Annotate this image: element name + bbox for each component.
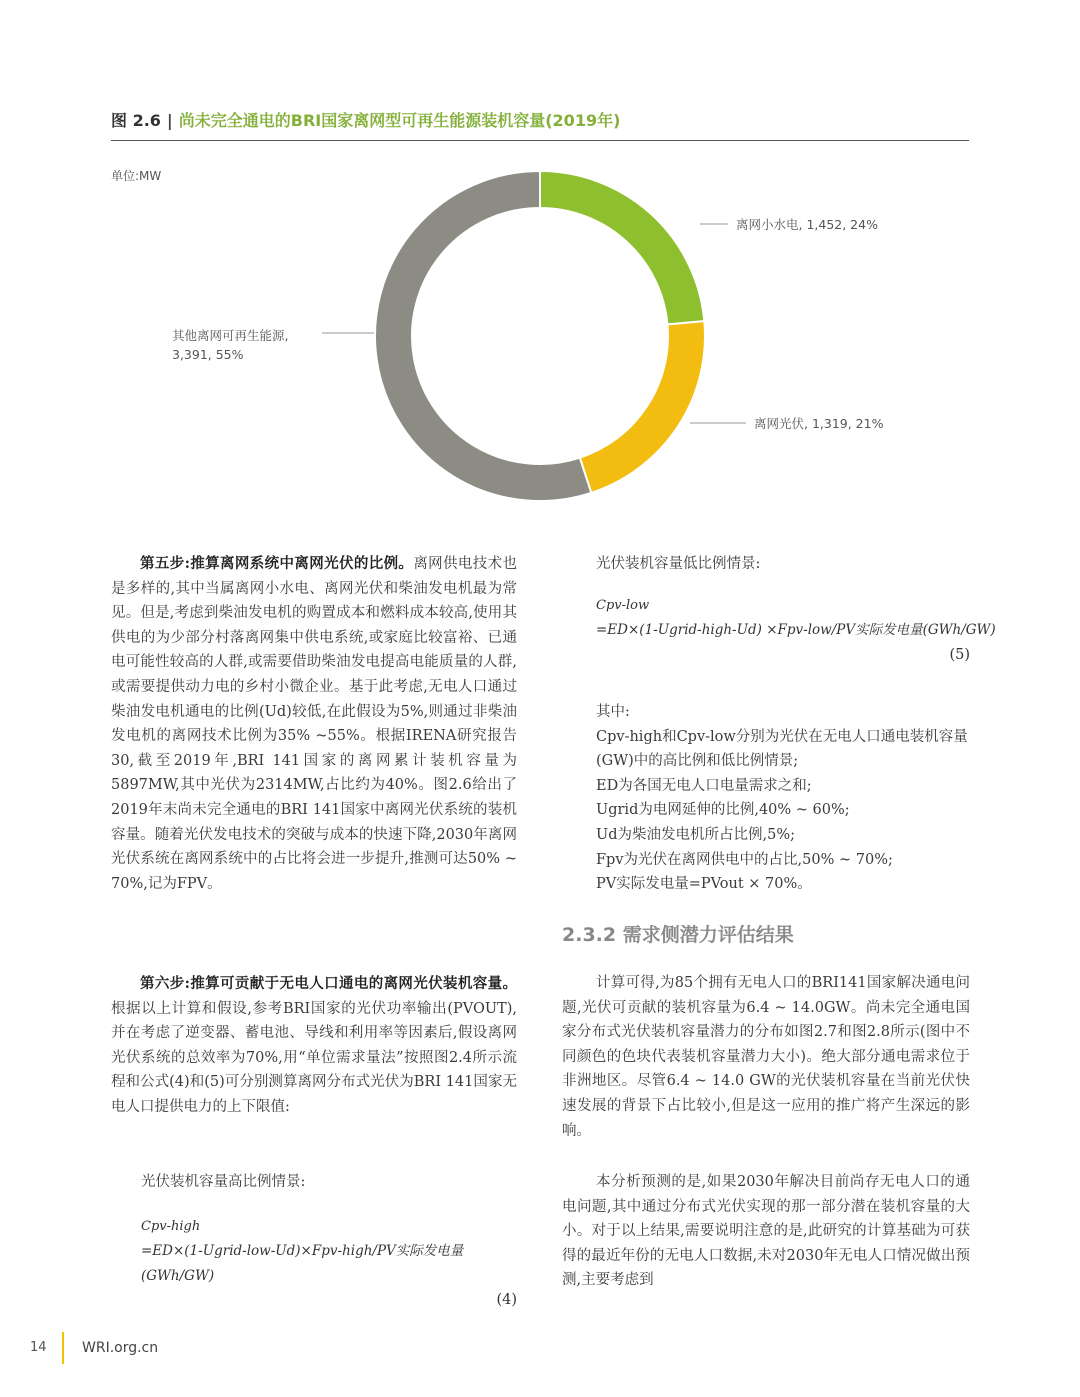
low-scenario-label: 光伏装机容量低比例情景: — [596, 556, 761, 572]
label-pv: 离网光伏, 1,319, 21% — [754, 416, 884, 431]
label-hydro: 离网小水电, 1,452, 24% — [736, 217, 878, 232]
def-fpv: Fpv为光伏在离网供电中的占比,50% ~ 70%; — [596, 851, 893, 868]
footer-divider — [62, 1332, 64, 1364]
step5-paragraph — [111, 552, 517, 896]
slice-other — [375, 171, 591, 501]
figure-title — [111, 108, 969, 131]
def-cpv: Cpv-high和Cpv-low分别为光伏在无电人口通电装机容量(GW)中的高比例和低比例情景; — [596, 728, 968, 770]
slice-hydro — [540, 171, 704, 324]
eq4-rhs: =ED×(1-Ugrid-low-Ud)×Fpv-high/PV实际发电量(GWh/GW) — [141, 1243, 464, 1284]
step5-heading: 第五步:推算离网系统中离网光伏的比例。 — [140, 555, 414, 572]
slice-pv — [580, 321, 705, 493]
low-scenario-block — [562, 552, 996, 667]
step5-body: 离网供电技术也是多样的,其中当属离网小水电、离网光伏和柴油发电机最为常见。但是,考虑到柴油发电机的购置成本和燃料成本较高,使用其供电的为少部分村落离网集中供电系统,或家庭比较富裕、已通电可能性较高的人群,或需要借助柴油发电提高电能质量的人群,或需要提供动力电的乡村小微企业。基于此考虑,无电人口通过柴油发电机通电的比例(Ud)较低,在此假设为5%,则通过非柴油发电机的离网技术比例为35% ~55%。根据IRENA研究报告30,截至2019年,BRI 141国家的离网累计装机容量为5897MW,其中光伏为2314MW,占比约为40%。图2.6给出了2019年末尚未完全通电的BRI 141国家中离网光伏系统的装机容量。随着光伏发电技术的突破与成本的快速下降,2030年离网光伏系统在离网系统中的占比将会进一步提升,推测可达50% ~ 70%,记为FPV。 — [111, 556, 518, 892]
def-ugrid: Ugrid为电网延伸的比例,40% ~ 60%; — [596, 802, 850, 819]
eq5-number: (5) — [949, 646, 970, 663]
results-paragraph-1 — [562, 971, 970, 1143]
figure-rule — [111, 140, 969, 141]
eq5-rhs: =ED×(1-Ugrid-high-Ud) ×Fpv-low/PV实际发电量(GWh/GW) — [596, 622, 996, 639]
def-pv-actual: PV实际发电量=PVout × 70%。 — [596, 876, 812, 893]
step6-body: 根据以上计算和假设,参考BRI国家的光伏功率输出(PVOUT),并在考虑了逆变器、蓄电池、导线和利用率等因素后,假设离网光伏系统的总效率为70%,用“单位需求量法”按照图2.4所示流程和公式(4)和(5)可分别测算离网分布式光伏为BRI 141国家无电人口提供电力的上下限值: — [111, 1000, 517, 1115]
results-text-2: 本分析预测的是,如果2030年解决目前尚存无电人口的通电问题,其中通过分布式光伏实现的那一部分潜在装机容量的大小。对于以上结果,需要说明注意的是,此研究的计算基础为可获得的最近年份的无电人口数据,未对2030年无电人口情况做出预测,主要考虑到 — [562, 1174, 970, 1289]
eq5-lhs: Cpv-low — [596, 597, 650, 613]
eq4-lhs: Cpv-high — [141, 1218, 201, 1234]
step6-heading: 第六步:推算可贡献于无电人口通电的离网光伏装机容量。 — [140, 975, 517, 992]
figure-separator: | — [166, 111, 173, 130]
page-number: 14 — [30, 1340, 47, 1355]
figure-number: 图 2.6 — [111, 111, 161, 130]
def-ed: ED为各国无电人口电量需求之和; — [596, 777, 812, 794]
step6-paragraph — [111, 972, 517, 1120]
donut-chart — [0, 160, 1080, 520]
footer-website: WRI.org.cn — [82, 1340, 159, 1356]
definitions-block — [562, 700, 970, 897]
results-paragraph-2 — [562, 1170, 970, 1293]
results-text-1: 计算可得,为85个拥有无电人口的BRI141国家解决通电问题,光伏可贡献的装机容量为6.4 ~ 14.0GW。尚未完全通电国家分布式光伏装机容量潜力的分布如图2.7和图2.8所示(图中不同颜色的色块代表装机容量潜力大小)。绝大部分通电需求位于非洲地区。尽管6.4 ~ 14.0 GW的光伏装机容量在当前光伏快速发展的背景下占比较小,但是这一应用的推广将产生深远的影响。 — [562, 975, 970, 1139]
eq4-number: (4) — [496, 1292, 517, 1309]
def-ud: Ud为柴油发电机所占比例,5%; — [596, 826, 795, 843]
high-scenario-block — [111, 1170, 517, 1313]
high-scenario-label: 光伏装机容量高比例情景: — [141, 1174, 306, 1190]
section-heading: 2.3.2 需求侧潜力评估结果 — [562, 924, 794, 946]
where-label: 其中: — [596, 704, 630, 720]
label-other-line1: 其他离网可再生能源, — [172, 328, 289, 343]
figure-title-text: 尚未完全通电的BRI国家离网型可再生能源装机容量(2019年) — [178, 111, 621, 130]
label-other-line2: 3,391, 55% — [172, 347, 244, 362]
chart-unit: 单位:MW — [111, 169, 162, 183]
